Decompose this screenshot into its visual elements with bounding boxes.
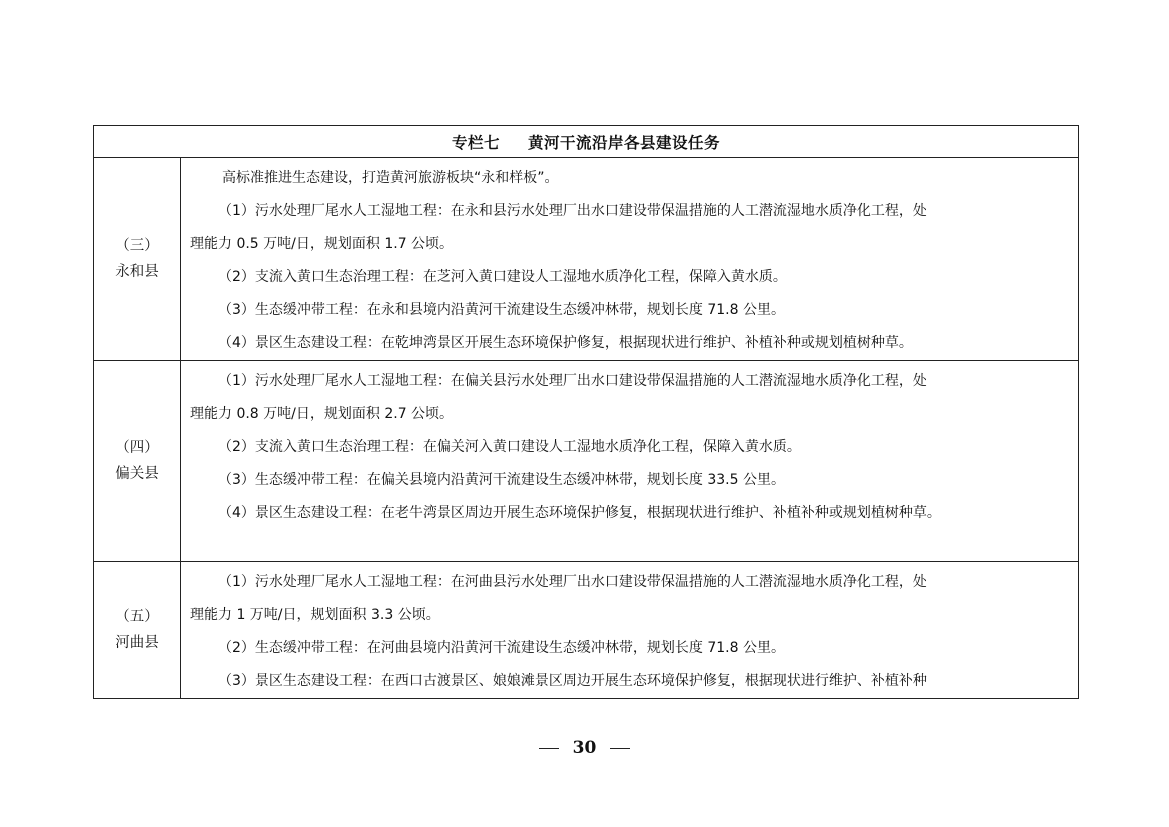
content-line: （4）景区生态建设工程：在老牛湾景区周边开展生态环境保护修复，根据现状进行维护、补植补种或规划植树种草。 xyxy=(218,505,941,521)
content-line: （2）支流入黄口生态治理工程：在芝河入黄口建设人工湿地水质净化工程，保障入黄水质。 xyxy=(218,269,787,285)
county-number: （四） xyxy=(115,440,159,456)
table-title-text: 黄河干流沿岸各县建设任务 xyxy=(528,133,721,152)
county-cell xyxy=(94,361,181,562)
content-line: 理能力 0.8 万吨/日，规划面积 2.7 公顷。 xyxy=(190,406,454,422)
table-row xyxy=(94,361,1079,562)
content-line: （3）生态缓冲带工程：在偏关县境内沿黄河干流建设生态缓冲林带，规划长度 33.5 公里。 xyxy=(218,472,785,488)
footer-dash-right xyxy=(610,748,630,749)
content-line: （1）污水处理厂尾水人工湿地工程：在河曲县污水处理厂出水口建设带保温措施的人工潜流湿地水质净化工程，处 xyxy=(218,574,927,590)
county-name: 河曲县 xyxy=(115,635,159,651)
table-title-label: 专栏七 xyxy=(451,133,500,152)
content-line: 高标准推进生态建设，打造黄河旅游板块“永和样板”。 xyxy=(222,170,559,186)
county-cell xyxy=(94,158,181,361)
content-cell xyxy=(181,562,1079,699)
content-line: （1）污水处理厂尾水人工湿地工程：在永和县污水处理厂出水口建设带保温措施的人工潜流湿地水质净化工程，处 xyxy=(218,203,927,219)
page-number: 30 xyxy=(572,738,597,758)
content-cell xyxy=(181,361,1079,562)
page-footer xyxy=(0,738,1169,758)
content-line: （3）生态缓冲带工程：在永和县境内沿黄河干流建设生态缓冲林带，规划长度 71.8 公里。 xyxy=(218,302,785,318)
table-title-row xyxy=(94,126,1079,158)
content-line: （4）景区生态建设工程：在乾坤湾景区开展生态环境保护修复，根据现状进行维护、补植补种或规划植树种草。 xyxy=(218,335,913,351)
content-line: 理能力 1 万吨/日，规划面积 3.3 公顷。 xyxy=(190,607,440,623)
table-row xyxy=(94,562,1079,699)
table-title xyxy=(94,126,1079,158)
content-line: （2）生态缓冲带工程：在河曲县境内沿黄河干流建设生态缓冲林带，规划长度 71.8 公里。 xyxy=(218,640,785,656)
content-line: （1）污水处理厂尾水人工湿地工程：在偏关县污水处理厂出水口建设带保温措施的人工潜流湿地水质净化工程，处 xyxy=(218,373,927,389)
county-name: 永和县 xyxy=(115,264,159,280)
content-cell xyxy=(181,158,1079,361)
task-table xyxy=(93,125,1079,699)
county-cell xyxy=(94,562,181,699)
county-number: （五） xyxy=(115,609,159,625)
content-line: （3）景区生态建设工程：在西口古渡景区、娘娘滩景区周边开展生态环境保护修复，根据现状进行维护、补植补种 xyxy=(218,673,927,689)
county-name: 偏关县 xyxy=(115,466,159,482)
content-line: 理能力 0.5 万吨/日，规划面积 1.7 公顷。 xyxy=(190,236,454,252)
content-line: （2）支流入黄口生态治理工程：在偏关河入黄口建设人工湿地水质净化工程，保障入黄水质。 xyxy=(218,439,801,455)
county-number: （三） xyxy=(115,238,159,254)
table-row xyxy=(94,158,1079,361)
footer-dash-left xyxy=(539,748,559,749)
